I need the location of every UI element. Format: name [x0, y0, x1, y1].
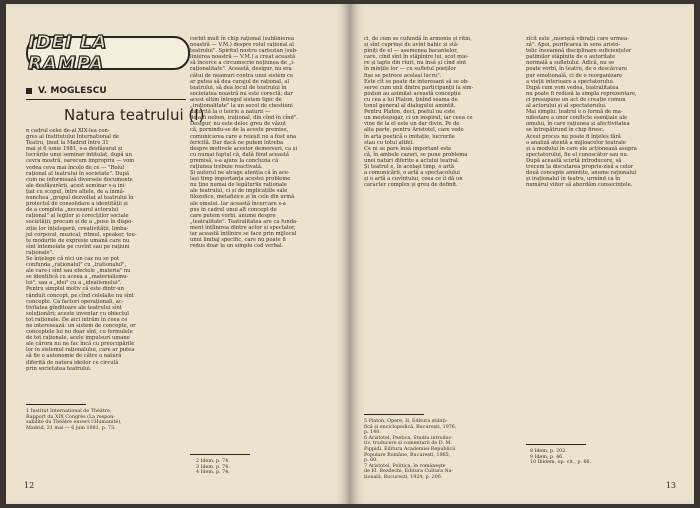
section-header-title: IDEI LA RAMPA — [28, 32, 108, 74]
right-column-2: zicit este „morișcă vibrații care urmea- ză". Apoi, purificarea în sens aristo- telic înseamnă disciplinare suficiențelor patimilor stăpînite de o autoritate normală a sufletului. Adică, nu se poate vorbi, în teatru, de o descărcare pur emoțională, ci de o reorganizare a vieții interioare a spectatorului. După cum vom vedea, teatralitatea nu poate fi redusă la simpla reprezentare, ci presupune un act de creație comun al actorului și al spectatorului. Mai simplu: teatrul e o formă de ma- nifestare a unor conflicte esențiale ale omului, în care rațiunea și afectivitatea se întrepătrund în chip firesc. Acest proces nu poate fi înțeles fără o analiză atentă a mijloacelor teatrale și a modului în care ele acționează asupra spectatorului, fie el cunoscător sau nu. După această scurtă introducere, să trecem la discutarea propriu-zisă a celor două concepte amintite, anume raționalul și iraționalul în teatru, urmînd ca în numărul viitor să abordăm consecințele. — [526, 36, 637, 189]
right-page — [350, 4, 694, 504]
page-number-right: 13 — [665, 481, 676, 490]
footnotes-left-2: 2 Idem, p. 74. 3 Idem, p. 74. 4 Idem, p. 74. — [196, 459, 230, 476]
author-name: V. MOGLESCU — [38, 86, 107, 96]
page-number-left: 12 — [24, 481, 35, 490]
footnotes-right-2: 8 Idem, p. 202. 9 Idem, p. 46. 10 Ibidem, op. cit., p. 66. — [530, 449, 592, 466]
bullet-square-icon — [26, 88, 32, 94]
left-column-1: n cadrul celei de-al XIX-lea con- gres al Institutului International de Teatru, ținut la Madrid între 31 mai și 6 iunie 1981, s-a desfășurat și lucrările unui seminar intitulat, după un cevra mostră, oarecum impropriu — vom vedea ceva mai încolo de ce — "Rolul rațional al teatrului în societate". După cum ne informează diversele documente ale desfășurării, acest seminar s-a ini- țiat cu scopul, între altele, de a înmă- nunchea „grupul dezvoltat al teatrului în proiectul de consolidare a identității și de a completa „necesarul actorului rațional" al legilor și corecțiilor sociale societății, precum și de a „puse în dispo- ziție lor înțelegerii, creativității, limba- jul corporal, muzical, ritmul, speaker, tou- te modurile de expresie umană care nu sînt întemeiate pe cuvînt sau pe rațiuni raționale". Se înțelege că nici un caz nu se pot confunda „raționalul" cu „irationalul", ale care-i sînt sau efectele „materia" nu se identifică cu aceea a „materialismu- lui", sau a „idei" cu a „idealismului". Pentru simplul motiv că este dintr-un rânduit concept, pe cînd celelalte nu sînt concepte. Ca factori operaționali, ac- tivitatea gînditoare ale teatrului sînt soluționări; aceste inventar cu obiectul tot raționale. De aici intrăm în ceea ce ne interesează: un sistem de concepte, or conceptele lui nu doar sînt, cu formulele de tot raționale, acele impulsuri umane ale cărora nu ne fac încă cu preocupările lor în sistemul raționalului, care ar putea să fie o autonomie de către o natură diferită de natura ideilor ce circulă prin societatea teatrului. — [26, 128, 137, 372]
right-column-1: ci, de cum se cufundă în armonie și ritm, și sînt cuprinși de avînt bahic și stă- pîniți de el — asemenea bacantelor, care, cînd sînt în stăpînire lui, scot mie- re și lapte din rîuri, nu însă și cînd sînt în mințile lor — cu sufletul poeților fișe se petrece același lucru". Este cît se poate de interesant să se ob- serve cum unii dintre participanții la sim- pozion au asimilat această concepție cu cea a lui Platon, ținînd seama de tonul general al dialogului amintit. Pentru Platon, deci, poetul nu este un meșteșugar, ci un inspirat, iar ceea ce vine de la el este un dar divin. Pe de alta parte, pentru Aristotel, care vede în arta poetică o imitație, lucrurile stau cu totul altfel. Ce ni se pare însă important este că, în ambele cazuri, se pune problema unei naturi diferite a actului teatral. Și teatrul e, în același timp, o artă a comunicării, o artă a spectacolului și o artă a cuvîntului, ceea ce îi dă un caracter complex și greu de definit. — [364, 36, 474, 189]
footnote-rule-left-2 — [190, 454, 250, 455]
footnote-rule-right-2 — [526, 444, 586, 445]
left-page — [6, 4, 350, 504]
footnote-rule-right — [364, 414, 424, 415]
left-column-2: corbit mult în chip rațional (sublinierea noastră — V.M.) despre rolul rațional al teatrului". Spiritul nostru cartezian (sub- linierea noastră — V.M.) a creat această să încerce a circumscrie noțiunea de „i- raționalitate". Această, desigur, nu era cătui de neamuri contra unui sistem ce ar putea să dea curajul de rațional, al teatrului, să dea locul de teatrului în societatea noastră nu este corectă; dar acest ultim întregul sistem tipic de „iraționalitate" la un secol de chestiuni datorită la o teorie a naturii — de a fi nebun, irațional, din cînd în cînd". Desigur, nu este deloc greu de văzut că, pornindu-se de la aceste premise, comunicarea care a reieșit nu a fost una fericită. Dar dacă ne putem întreba despre motivele acestor demersuri, ca și cu numai faptul că, dată fiind această premisă, s-a ajuns la concluzia că rațiunea trebuie reactivată. Și autorul ne atrage atenția că în ace- lași timp importanța acestei probleme nu ține numai de legăturile raționale ale teatrului, ci și de implicațiile sale filozofice, metafizice și în cele din urmă ale omului. Iar această încercare s-a pus în cadrul unui alt concept de care putem vorbi, anume despre „teatralitate". Teatralitatea are ca funda- ment întîlnirea dintre actor și spectator, iar această întîlnire se face prin mijlocul unui limbaj specific, care nu poate fi redus doar la un simplu cod verbal. — [190, 36, 298, 250]
footnote-rule-left — [26, 404, 86, 405]
author-row — [26, 86, 186, 100]
magazine-spread — [6, 4, 694, 504]
footnotes-right: 5 Platon, Opere, II, Editura științi- fică și enciclopedică, București, 1976, p. 140. 6 Aristotel, Poetica, Studiu introduc- tiv, traducere și comentarii de D. M. Pippidi, Editura Academiei Republicii Populare Române, București, 1965, p. 60. 7 Aristotel, Politica, în româneşte de El. Bezdechi, Editura Cultura Na- țională, București, 1924, p. 206. — [364, 419, 457, 480]
footnotes-left: 1 Institut International de Théâtre, Rapport du XIX Congrès (La respon- sabilité du Théâtre envers l'Humanité), Madrid, 31 mai — 6 juin 1981, p. 73. — [26, 409, 122, 431]
article-title: Natura teatrului (I) — [64, 106, 205, 124]
section-header-box — [26, 32, 190, 74]
